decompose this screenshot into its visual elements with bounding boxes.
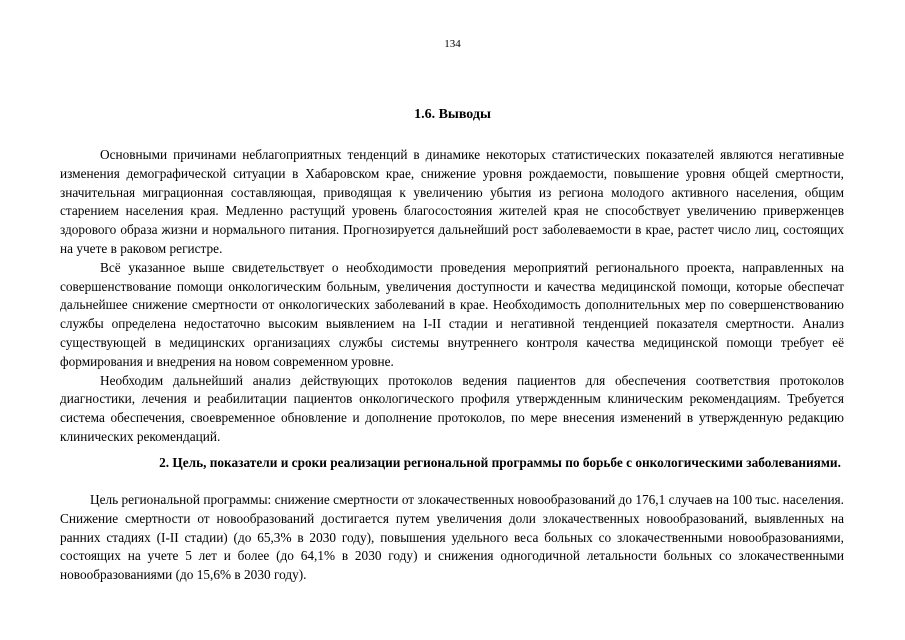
conclusions-text — [60, 146, 844, 447]
paragraph: Цель региональной программы: снижение смертности от злокачественных новообразований до 176,1 случаев на 100 тыс. населения. Снижение смертности от новообразований достигается путем увеличения доли злокачественных новообразований, выявленных на ранних стадиях (I-II стадии) (до 65,3% в 2030 году), повышения удельного веса больных со злокачественными новообразованиями, состоящих на учете 5 лет и более (до 64,1% в 2030 году) и снижения одногодичной летальности больных со злокачественными новообразованиями (до 15,6% в 2030 году). — [60, 492, 844, 583]
page-number: 134 — [444, 38, 461, 50]
paragraph: Основными причинами неблагоприятных тенденций в динамике некоторых статистических показателей являются негативные изменения демографической ситуации в Хабаровском крае, снижение уровня рождаемости, повышение уровня общей смертности, значительная миграционная составляющая, приводящая к увеличению убытия из региона молодого активного населения, общим старением населения края. Медленно растущий уровень благосостояния жителей края не способствует увеличению приверженцев здорового образа жизни и нормального питания. Прогнозируется дальнейший рост заболеваемости в крае, растет число лиц, состоящих на учете в раковом регистре. — [60, 147, 844, 256]
paragraph: Необходим дальнейший анализ действующих протоколов ведения пациентов для обеспечения соответствия протоколов диагностики, лечения и реабилитации пациентов онкологического профиля утвержденным клиническим рекомендациям. Требуется система обеспечения, своевременное обновление и дополнение протоколов, по мере внесения изменений в утвержденную редакцию клинических рекомендаций. — [60, 372, 844, 444]
chapter-heading: 2. Цель, показатели и сроки реализации региональной программы по борьбе с онкологическими заболеваниями. — [159, 455, 841, 470]
program-goal-text — [60, 491, 844, 585]
paragraph: Всё указанное выше свидетельствует о необходимости проведения мероприятий регионального проекта, направленных на совершенствование помощи онкологическим больным, увеличения доступности и качества медицинской помощи, которые обеспечат дальнейшее снижение смертности от онкологических заболеваний в крае. Необходимость дополнительных мер по совершенствованию службы определена недостаточно высоким выявлением на I-II стадии и негативной тенденцией показателя смертности. Анализ существующей в медицинских организациях службы системы внутреннего контроля качества медицинской помощи требует её формирования и внедрения на новом современном уровне. — [60, 259, 844, 369]
section-heading: 1.6. Выводы — [414, 107, 491, 122]
